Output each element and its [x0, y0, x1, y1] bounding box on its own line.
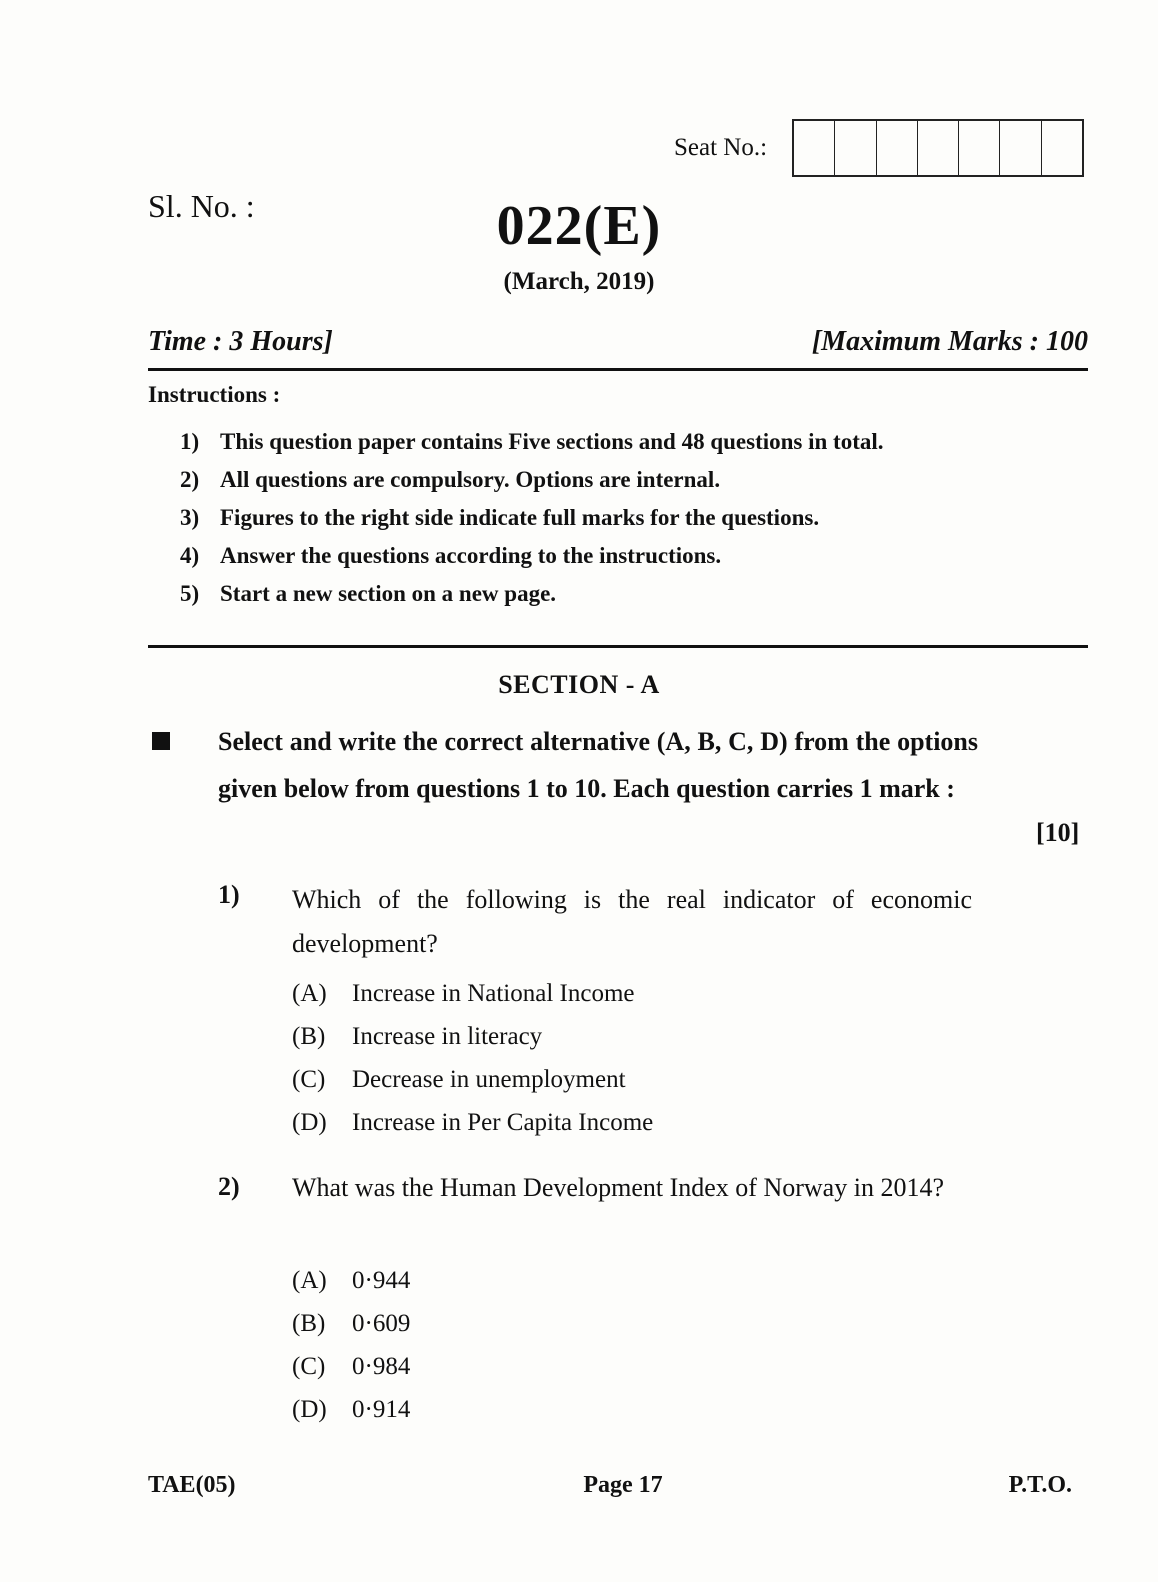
header-divider: [148, 368, 1088, 371]
paper-code: 022(E): [496, 195, 662, 257]
seat-digit-box: [1000, 121, 1041, 175]
instructions-title: Instructions :: [148, 382, 281, 407]
option-item: (D) 0·914: [292, 1396, 411, 1423]
seat-digit-box: [877, 121, 918, 175]
instruction-item: 2) All questions are compulsory. Options are internal.: [180, 467, 721, 492]
option-item: (A) Increase in National Income: [292, 980, 635, 1007]
seat-digit-box: [918, 121, 959, 175]
section-directive: Select and write the correct alternative (A, B, C, D) from the options given below from questions 1 to 10. Each question carries 1 mark :: [218, 727, 978, 803]
seat-number-label: Seat No.:: [674, 134, 768, 161]
option-item: (B) 0·609: [292, 1310, 411, 1337]
instruction-item: 4) Answer the questions according to the instructions.: [180, 543, 722, 568]
instruction-item: 3) Figures to the right side indicate full marks for the questions.: [180, 505, 820, 530]
seat-number-boxes: [792, 119, 1084, 177]
page-number: Page 17: [583, 1472, 663, 1498]
option-item: (B) Increase in literacy: [292, 1023, 543, 1050]
seat-digit-box: [794, 121, 835, 175]
question-options: [292, 978, 653, 1150]
option-item: (A) 0·944: [292, 1267, 411, 1294]
please-turn-over: P.T.O.: [1008, 1472, 1072, 1498]
square-bullet-icon: [152, 732, 170, 750]
exam-date: (March, 2019): [503, 268, 655, 295]
instructions-list: [180, 428, 884, 618]
maximum-marks: [Maximum Marks : 100: [811, 326, 1088, 357]
instruction-item: 5) Start a new section on a new page.: [180, 581, 557, 606]
instructions-divider: [148, 645, 1088, 648]
option-item: (C) Decrease in unemployment: [292, 1066, 626, 1093]
seat-digit-box: [959, 121, 1000, 175]
footer-code: TAE(05): [148, 1472, 236, 1498]
instruction-item: 1) This question paper contains Five sections and 48 questions in total.: [180, 429, 884, 454]
section-total-marks: [10]: [1036, 818, 1080, 847]
section-title: SECTION - A: [498, 670, 660, 699]
question-options: [292, 1265, 410, 1437]
seat-digit-box: [1042, 121, 1082, 175]
exam-duration: Time : 3 Hours]: [148, 326, 333, 357]
serial-number-label: Sl. No. :: [148, 188, 255, 224]
seat-digit-box: [835, 121, 876, 175]
option-item: (D) Increase in Per Capita Income: [292, 1109, 654, 1136]
question-text: What was the Human Development Index of Norway in 2014?: [292, 1173, 944, 1202]
question-number: 2): [218, 1172, 240, 1201]
question-number: 1): [218, 880, 240, 909]
option-item: (C) 0·984: [292, 1353, 411, 1380]
question-text: Which of the following is the real indicator of economic development?: [292, 885, 972, 958]
